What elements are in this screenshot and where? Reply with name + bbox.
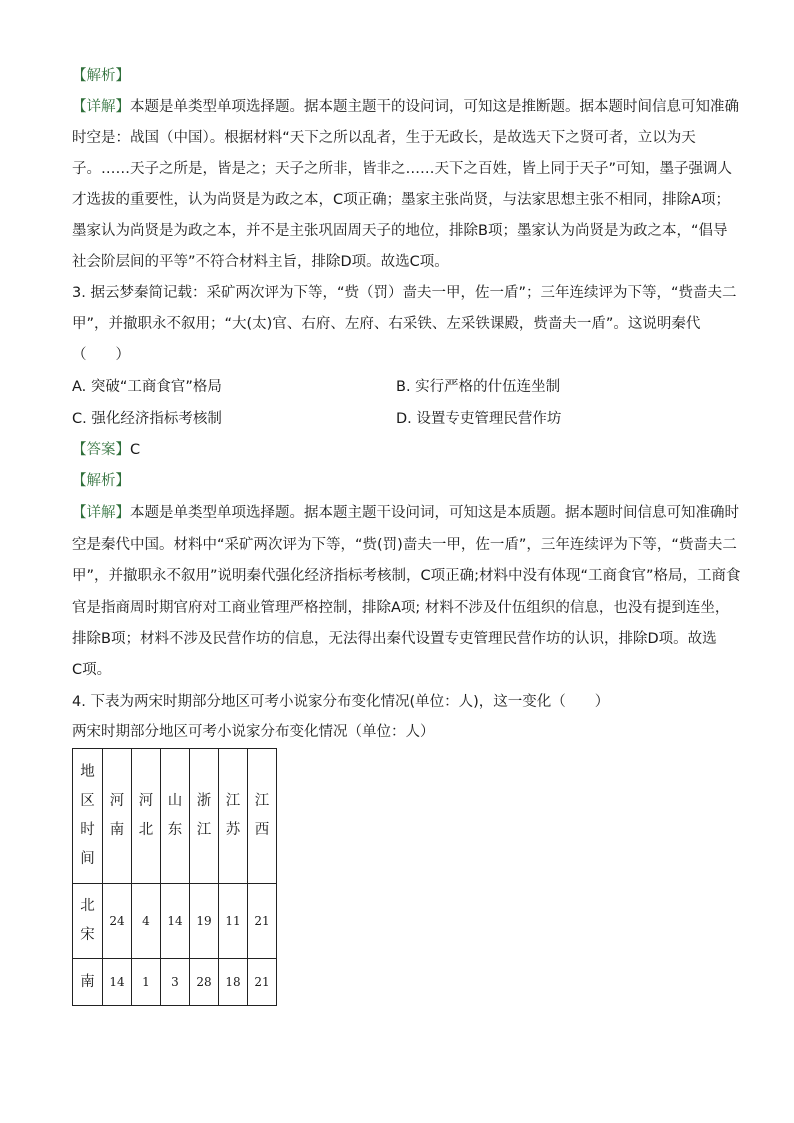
value-cell: 14 — [103, 959, 132, 1006]
table-row — [73, 884, 277, 959]
region-header — [132, 749, 161, 884]
detail-line — [72, 503, 739, 523]
region-label: 浙江 — [196, 793, 212, 838]
region-label: 江西 — [254, 793, 270, 838]
analysis-tag: 【解析】 — [72, 68, 130, 84]
table-row — [73, 959, 277, 1006]
detail-line: 甲”，并撤职永不叙用”说明秦代强化经济指标考核制，C项正确;材料中没有体现“工商食官”格局，工商食 — [72, 568, 741, 584]
detail-line: 空是秦代中国。材料中“采矿两次评为下等，“赀(罚)啬夫一甲，佐一盾”，三年连续评为下等，“赀啬夫二 — [72, 537, 737, 553]
value-cell: 21 — [248, 959, 277, 1006]
detail-line: 墨家认为尚贤是为政之本，并不是主张巩固周天子的地位，排除B项；墨家认为尚贤是为政之本，“倡导 — [72, 223, 728, 239]
region-header — [161, 749, 190, 884]
distribution-table — [72, 748, 277, 1006]
period-label: 南 — [80, 973, 95, 990]
option-c: C. 强化经济指标考核制 — [72, 411, 222, 427]
table-caption: 两宋时期部分地区可考小说家分布变化情况（单位：人） — [72, 724, 435, 740]
value-cell: 24 — [103, 884, 132, 959]
value-cell: 1 — [132, 959, 161, 1006]
region-label: 山东 — [167, 793, 183, 838]
answer-line — [72, 440, 140, 460]
detail-line: 官是指商周时期官府对工商业管理严格控制，排除A项; 材料不涉及什伍组织的信息，也没有提到连坐， — [72, 600, 730, 616]
option-d: D. 设置专吏管理民营作坊 — [396, 411, 562, 427]
value-cell: 14 — [161, 884, 190, 959]
period-cell — [73, 959, 103, 1006]
value-cell: 18 — [219, 959, 248, 1006]
detail-text: 本题是单类型单项选择题。据本题主题干的设问词，可知这是推断题。据本题时间信息可知准确 — [130, 99, 739, 115]
question-3-line: 甲”，并撤职永不叙用；“大(太)官、右府、左府、右采铁、左采铁课殿，赀啬夫一盾”。这说明秦代 — [72, 316, 701, 332]
corner-cell — [73, 749, 103, 884]
analysis-heading — [72, 471, 130, 491]
detail-line: 才选拔的重要性，认为尚贤是为政之本，C项正确；墨家主张尚贤，与法家思想主张不相同，排除A项； — [72, 192, 731, 208]
option-a: A. 突破“工商食官”格局 — [72, 379, 222, 395]
answer-tag: 【答案】 — [72, 442, 130, 458]
value-cell: 3 — [161, 959, 190, 1006]
period-cell — [73, 884, 103, 959]
detail-tag: 【详解】 — [72, 99, 130, 115]
analysis-heading — [72, 66, 130, 86]
detail-line — [72, 97, 739, 117]
value-cell: 19 — [190, 884, 219, 959]
question-3-blank: （ ） — [72, 347, 130, 363]
region-header — [248, 749, 277, 884]
value-cell: 21 — [248, 884, 277, 959]
detail-text: 本题是单类型单项选择题。据本题主题干设问词，可知这是本质题。据本题时间信息可知准确时 — [130, 505, 739, 521]
region-label: 河北 — [138, 793, 154, 838]
detail-line: 社会阶层间的平等”不符合材料主旨，排除D项。故选C项。 — [72, 254, 449, 270]
region-header — [103, 749, 132, 884]
value-cell: 4 — [132, 884, 161, 959]
corner-label: 地区时间 — [80, 764, 95, 867]
region-header — [219, 749, 248, 884]
detail-line: 排除B项；材料不涉及民营作坊的信息，无法得出秦代设置专吏管理民营作坊的认识，排除D项。故选 — [72, 631, 717, 647]
region-label: 江苏 — [225, 793, 241, 838]
answer-value: C — [130, 442, 141, 458]
detail-tag: 【详解】 — [72, 505, 130, 521]
analysis-tag: 【解析】 — [72, 473, 130, 489]
option-b: B. 实行严格的什伍连坐制 — [396, 379, 561, 395]
region-header — [190, 749, 219, 884]
region-label: 河南 — [109, 793, 125, 838]
detail-line: 子。……天子之所是，皆是之；天子之所非，皆非之……天下之百姓，皆上同于天子”可知，墨子强调人 — [72, 161, 733, 177]
detail-line: C项。 — [72, 662, 112, 678]
table-header-row — [73, 749, 277, 884]
value-cell: 28 — [190, 959, 219, 1006]
question-3-line: 3. 据云梦秦简记载：采矿两次评为下等，“赀（罚）啬夫一甲，佐一盾”；三年连续评为下等，“赀啬夫二 — [72, 285, 737, 301]
value-cell: 11 — [219, 884, 248, 959]
detail-line: 时空是：战国（中国）。根据材料“天下之所以乱者，生于无政长，是故选天下之贤可者，立以为天 — [72, 130, 696, 146]
period-label: 北宋 — [80, 898, 95, 943]
question-4-text: 4. 下表为两宋时期部分地区可考小说家分布变化情况(单位：人)，这一变化（ ） — [72, 694, 610, 710]
